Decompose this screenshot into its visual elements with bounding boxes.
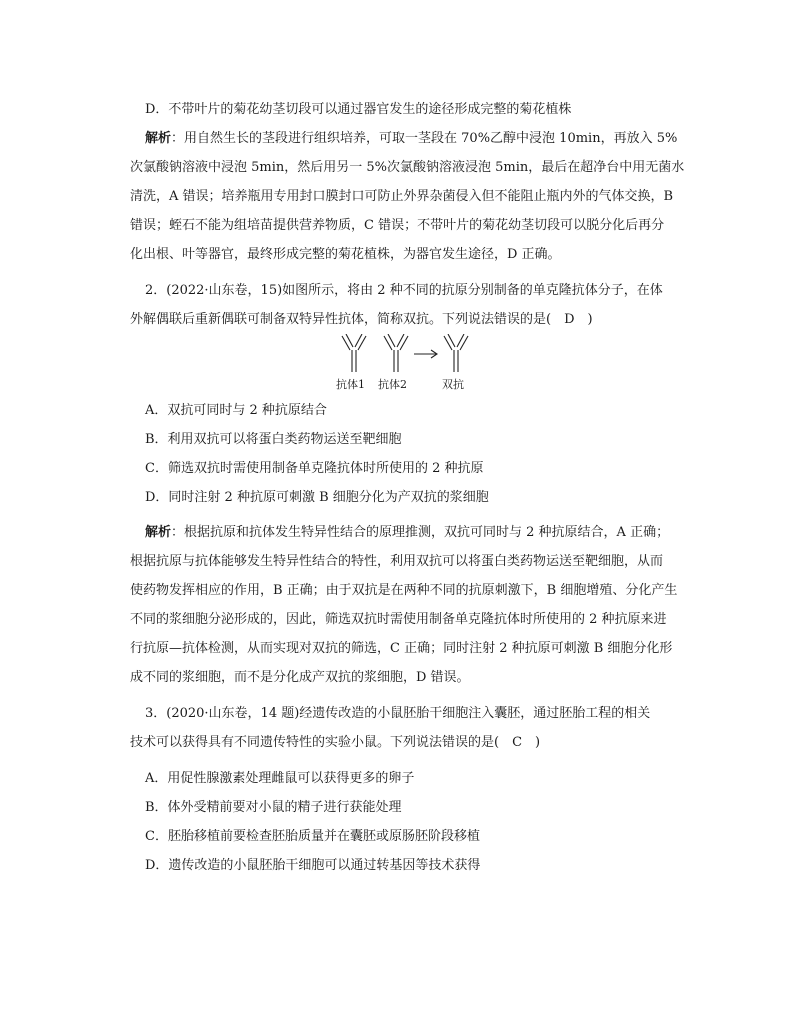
bispecific-antibody-shape <box>444 334 468 372</box>
q2-option-a: A．双抗可同时与 2 种抗原结合 <box>145 403 327 418</box>
q1-analysis-line <box>0 129 794 149</box>
q1-analysis-line: 错误；蛭石不能为组培苗提供营养物质，C 错误；不带叶片的菊花幼茎切段可以脱分化后再分 <box>130 218 665 233</box>
q3-stem-line: 技术可以获得具有不同遗传特性的实验小鼠。下列说法错误的是( C ) <box>130 735 541 750</box>
q3-option-b: B．体外受精前要对小鼠的精子进行获能处理 <box>145 800 402 815</box>
q2-analysis-line: 不同的浆细胞分泌形成的，因此，筛选双抗时需使用制备单克隆抗体时所使用的 2 种抗原来进 <box>130 612 667 627</box>
antibody-figure <box>330 334 490 394</box>
q1-analysis-line: 次氯酸钠溶液中浸泡 5min，然后用另一 5%次氯酸钠溶液浸泡 5min，最后在超净台中用无菌水 <box>130 160 685 175</box>
q2-option-b: B．利用双抗可以将蛋白类药物运送至靶细胞 <box>145 432 402 447</box>
q1-analysis-line: 化出根、叶等器官，最终形成完整的菊花植株，为器官发生途径，D 正确。 <box>130 247 561 262</box>
caption-bispecific: 双抗 <box>442 378 464 391</box>
q2-option-c: C．筛选双抗时需使用制备单克隆抗体时所使用的 2 种抗原 <box>145 461 484 476</box>
q2-stem-line: 外解偶联后重新偶联可制备双特异性抗体，简称双抗。下列说法错误的是( D ) <box>130 312 593 327</box>
q3-option-d: D．遗传改造的小鼠胚胎干细胞可以通过转基因等技术获得 <box>145 858 481 873</box>
caption-antibody-2: 抗体2 <box>378 378 407 391</box>
q3-option-a: A．用促性腺激素处理雌鼠可以获得更多的卵子 <box>145 771 415 786</box>
analysis-label: 解析 <box>145 131 172 146</box>
q2-analysis-line: 根据抗原与抗体能够发生特异性结合的特性，利用双抗可以将蛋白类药物运送至靶细胞，从而 <box>130 554 664 569</box>
q2-stem-line: 2．(2022·山东卷，15)如图所示，将由 2 种不同的抗原分别制备的单克隆抗体分子，在体 <box>145 283 663 298</box>
q2-analysis-line: 成不同的浆细胞，而不是分化成产双抗的浆细胞，D 错误。 <box>130 670 470 685</box>
q1-option-d: D．不带叶片的菊花幼茎切段可以通过器官发生的途径形成完整的菊花植株 <box>145 102 572 117</box>
q3-option-c: C．胚胎移植前要检查胚胎质量并在囊胚或原肠胚阶段移植 <box>145 829 480 844</box>
q2-analysis-line: 行抗原—抗体检测，从而实现对双抗的筛选，C 正确；同时注射 2 种抗原可刺激 B 细胞分化形 <box>130 641 673 656</box>
analysis-text: ：根据抗原和抗体发生特异性结合的原理推测，双抗可同时与 2 种抗原结合，A 正确； <box>171 525 670 540</box>
antibody-2-shape <box>384 334 408 372</box>
q2-analysis-line: 使药物发挥相应的作用，B 正确；由于双抗是在两种不同的抗原刺激下，B 细胞增殖、分化产生 <box>130 583 678 598</box>
q2-analysis-line <box>0 523 794 543</box>
q1-analysis-line: 清洗，A 错误；培养瓶用专用封口膜封口可防止外界杂菌侵入但不能阻止瓶内外的气体交换，B <box>130 189 674 204</box>
analysis-label: 解析 <box>145 525 172 540</box>
analysis-text: ：用自然生长的茎段进行组织培养，可取一茎段在 70%乙醇中浸泡 10min，再放入 5% <box>171 131 678 146</box>
q3-stem-line: 3．(2020·山东卷，14 题)经遗传改造的小鼠胚胎干细胞注入囊胚，通过胚胎工程的相关 <box>145 706 651 721</box>
q2-option-d: D．同时注射 2 种抗原可刺激 B 细胞分化为产双抗的浆细胞 <box>145 490 489 505</box>
caption-antibody-1: 抗体1 <box>336 378 365 391</box>
arrow-icon <box>414 350 437 358</box>
antibody-1-shape <box>342 334 366 372</box>
